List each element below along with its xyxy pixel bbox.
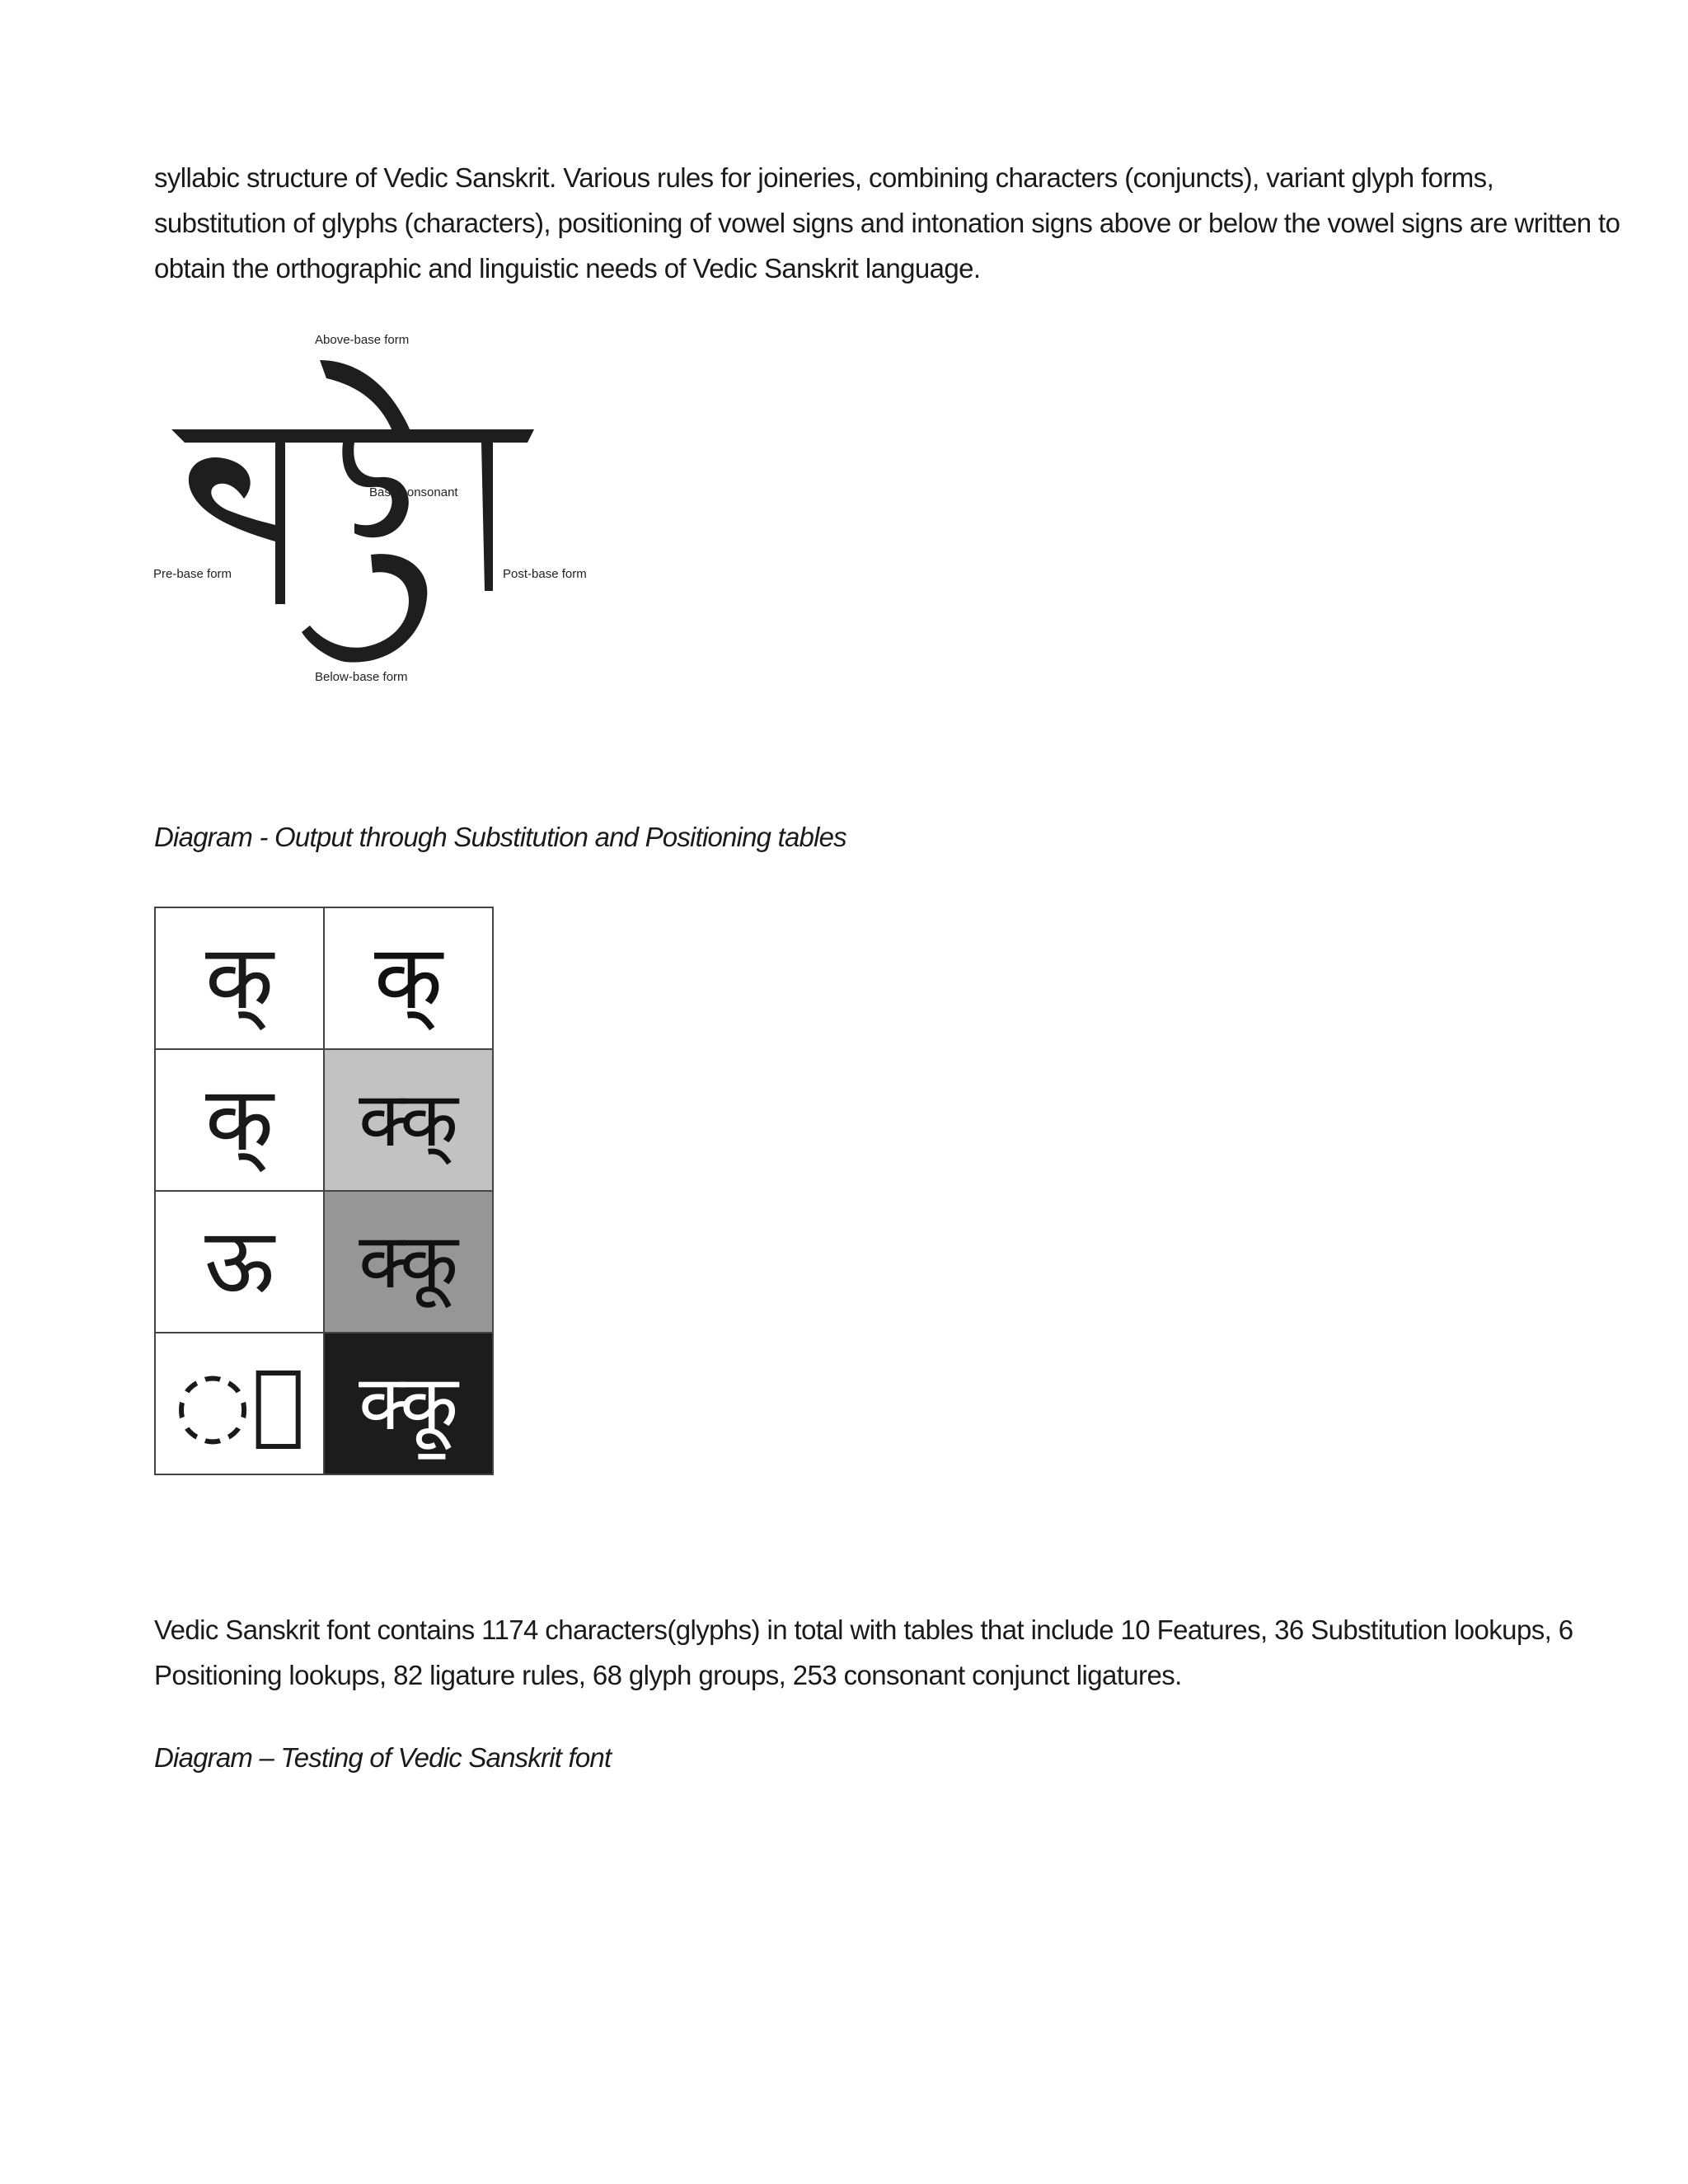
table-row [155,1049,493,1191]
caption-testing-font: Diagram – Testing of Vedic Sanskrit font [154,1742,612,1773]
output-glyph-cell [324,1049,493,1191]
caption-substitution-positioning: Diagram - Output through Substitution and Positioning tables [154,822,846,852]
input-glyph: क् [205,1068,274,1171]
label-pre-base: Pre-base form [153,567,232,581]
table-row [155,1333,493,1474]
glyph-table-body [155,907,493,1474]
input-glyph-cell [155,907,324,1049]
label-below-base: Below-base form [315,670,408,684]
intro-paragraph [154,155,1620,291]
table-row [155,1191,493,1333]
input-glyph: ◌॒ [173,1352,306,1455]
output-glyph: क्कू [359,1217,458,1305]
above-base-stroke [320,360,410,431]
output-glyph-cell [324,1333,493,1474]
intro-line-3: obtain the orthographic and linguistic needs of Vedic Sanskrit language. [154,253,981,284]
input-glyph: ऊ [204,1210,274,1313]
table-row [155,907,493,1049]
intro-line-1: syllabic structure of Vedic Sanskrit. Various rules for joineries, combining characters (conjuncts), variant glyph forms, [154,162,1494,193]
input-glyph-cell [155,1049,324,1191]
headline-bar [171,429,534,443]
output-glyph: क्क् [359,1076,458,1164]
input-glyph: क् [205,926,274,1029]
font-stats-paragraph [154,1607,1573,1698]
input-glyph-cell [155,1191,324,1333]
below-base-glyph [302,554,427,663]
label-above-base: Above-base form [315,333,410,347]
output-glyph: क् [374,926,443,1029]
output-glyph: क्कू॒ [359,1359,458,1447]
output-glyph-cell [324,907,493,1049]
output-glyph-cell [324,1191,493,1333]
label-base-consonant: Base consonant [369,485,458,499]
stats-line-1: Vedic Sanskrit font contains 1174 characters(glyphs) in total with tables that include 10 Features, 36 Substitution lookups, 6 [154,1615,1573,1645]
stats-line-2: Positioning lookups, 82 ligature rules, 68 glyph groups, 253 consonant conjunct ligatures. [154,1660,1182,1690]
glyph-structure-figure [148,326,610,696]
glyph-output-table [154,907,494,1475]
post-base-stroke [481,443,493,591]
label-post-base: Post-base form [503,567,587,581]
input-glyph-cell [155,1333,324,1474]
intro-line-2: substitution of glyphs (characters), positioning of vowel signs and intonation signs above or below the vowel signs are written to [154,208,1620,238]
